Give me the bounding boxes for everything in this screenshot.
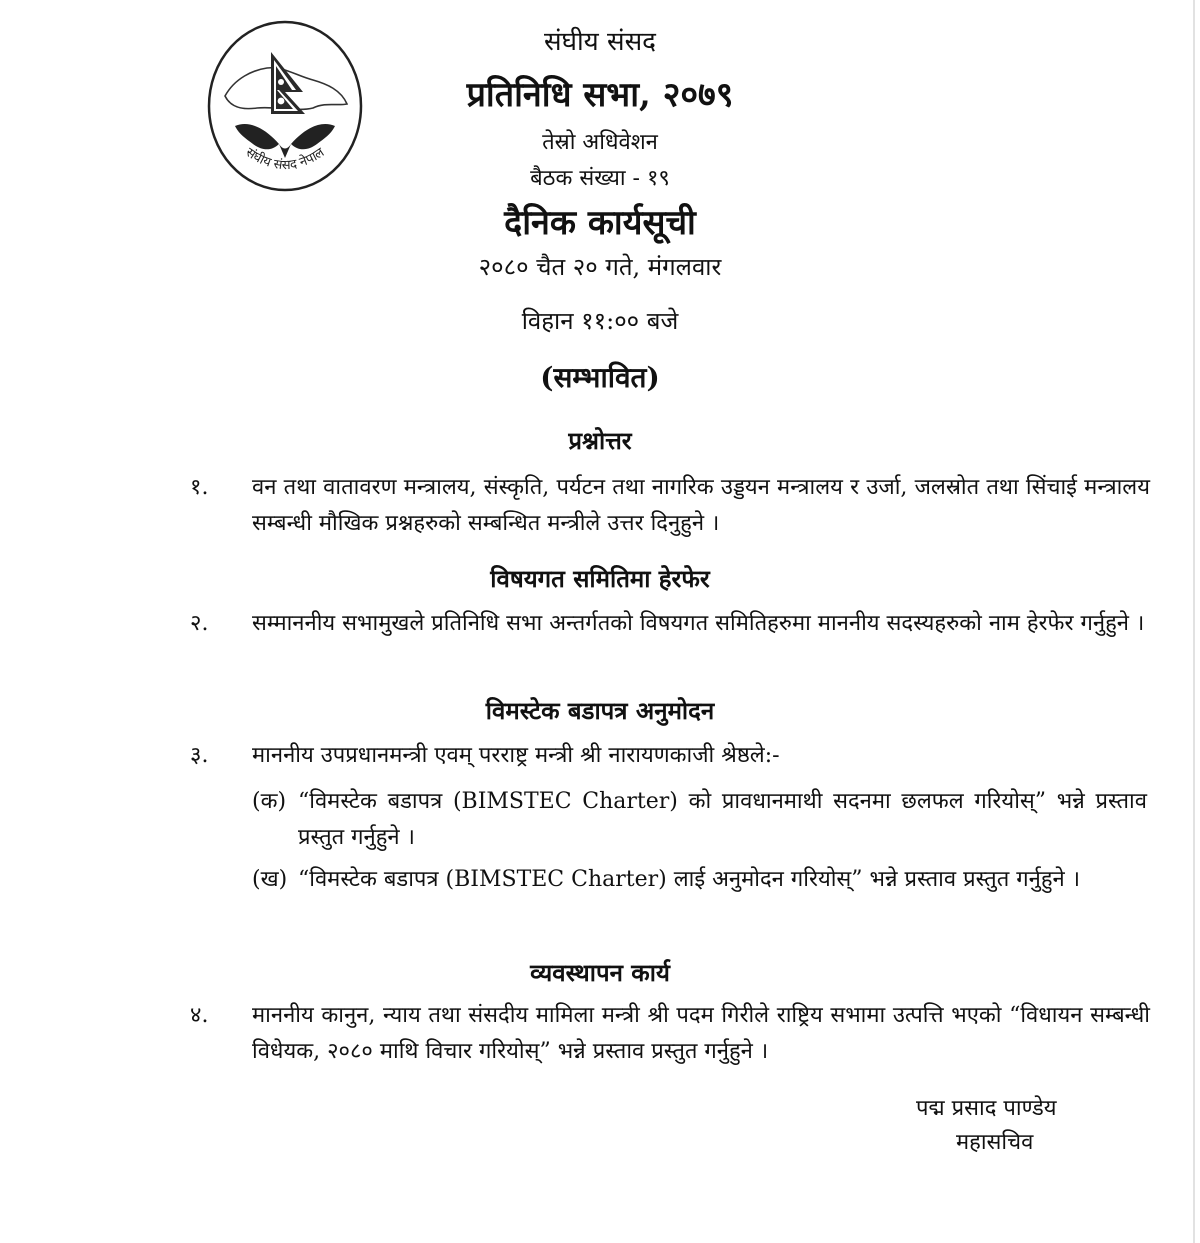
signatory-name: पद्म प्रसाद पाण्डेय xyxy=(916,1096,1057,1121)
item-number: १. xyxy=(190,475,209,500)
item-number: ४. xyxy=(190,1003,209,1028)
section-heading-legislation: व्यवस्थापन कार्य xyxy=(530,958,670,987)
item-text: सम्माननीय सभामुखले प्रतिनिधि सभा अन्तर्गतको विषयगत समितिहरुमा माननीय सदस्यहरुको नाम हेरफेर गर्नुहुने । xyxy=(252,611,1145,636)
agenda-title: दैनिक कार्यसूची xyxy=(504,203,696,243)
subitem-text: “विमस्टेक बडापत्र (BIMSTEC Charter) लाई अनुमोदन गरियोस्” भन्ने प्रस्ताव प्रस्तुत गर्नुहुने । xyxy=(298,867,1081,892)
agenda-subitem-ka xyxy=(252,784,1147,856)
subitem-text: “विमस्टेक बडापत्र (BIMSTEC Charter) को प्रावधानमाथी सदनमा छलफल गरियोस्” भन्ने प्रस्ताव प्रस्तुत गर्नुहुने । xyxy=(298,789,1147,850)
signatory-title: महासचिव xyxy=(956,1130,1034,1155)
agenda-item-3 xyxy=(190,738,1150,774)
agenda-item-4 xyxy=(190,998,1150,1070)
agenda-subitem-kha xyxy=(252,862,1147,898)
agenda-item-1 xyxy=(190,470,1150,542)
parliament-title: संघीय संसद xyxy=(544,27,656,57)
agenda-status: (सम्भावित) xyxy=(540,361,660,394)
subitem-label: (ख) xyxy=(252,867,288,892)
agenda-date: २०८० चैत २० गते, मंगलवार xyxy=(478,253,722,281)
house-title: प्रतिनिधि सभा, २०७९ xyxy=(466,75,734,115)
item-number: ३. xyxy=(190,743,209,768)
item-text: माननीय कानुन, न्याय तथा संसदीय मामिला मन्त्री श्री पदम गिरीले राष्ट्रिय सभामा उत्पत्ति भएको “विधायन सम्बन्धी विधेयक, २०८० माथि विचार गरियोस्” भन्ने प्रस्ताव प्रस्तुत गर्नुहुने । xyxy=(252,1003,1150,1064)
meeting-number: बैठक संख्या - १९ xyxy=(530,166,670,191)
subitem-label: (क) xyxy=(252,789,287,814)
item-text: वन तथा वातावरण मन्त्रालय, संस्कृति, पर्यटन तथा नागरिक उड्डयन मन्त्रालय र उर्जा, जलस्रोत तथा सिंचाई मन्त्रालय सम्बन्धी मौखिक प्रश्नहरुको सम्बन्धित मन्त्रीले उत्तर दिनुहुने । xyxy=(252,475,1150,536)
section-heading-questions: प्रश्नोत्तर xyxy=(568,426,632,455)
session-label: तेस्रो अधिवेशन xyxy=(542,130,658,155)
section-heading-committee-change: विषयगत समितिमा हेरफेर xyxy=(490,564,710,593)
item-number: २. xyxy=(190,611,209,636)
item-text: माननीय उपप्रधानमन्त्री एवम् परराष्ट्र मन्त्री श्री नारायणकाजी श्रेष्ठले:- xyxy=(252,743,780,768)
agenda-item-2 xyxy=(190,606,1150,642)
section-heading-bimstec: विमस्टेक बडापत्र अनुमोदन xyxy=(485,696,715,725)
seal-text: संघीय संसद नेपाल xyxy=(242,145,328,174)
agenda-time: विहान ११:०० बजे xyxy=(521,307,679,335)
